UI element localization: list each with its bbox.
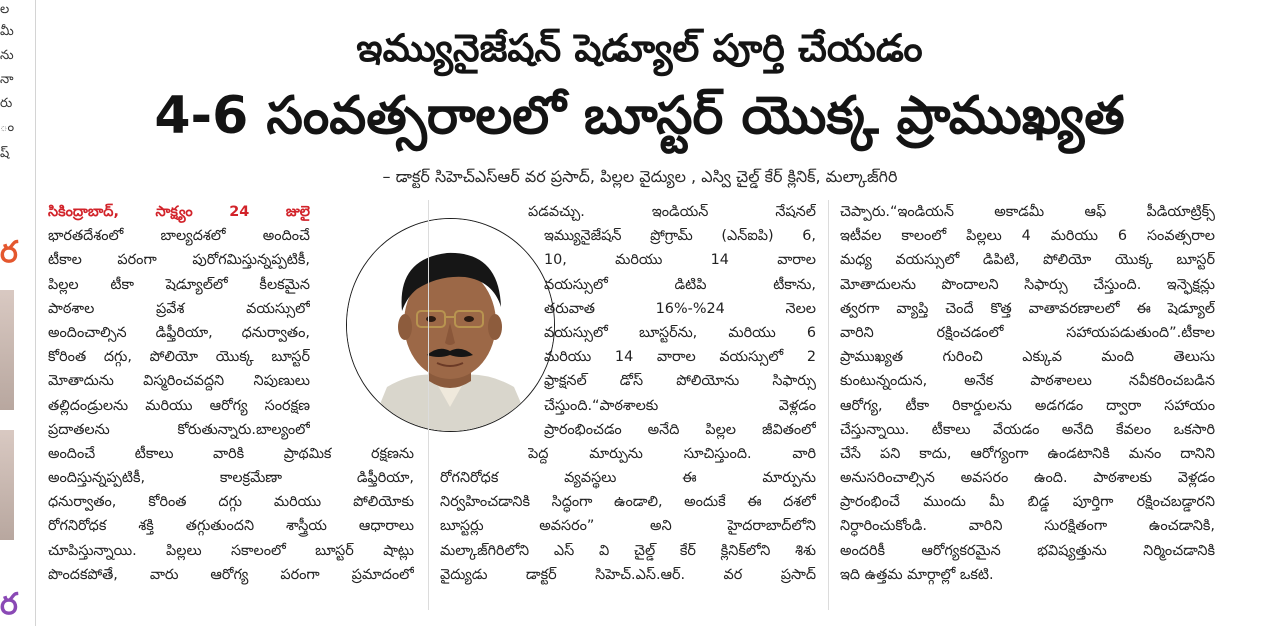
- neighbour-accent-glyph: ర: [0, 587, 18, 622]
- text-line: పిల్లల టీకా షెడ్యూల్‌లో కీలకమైన: [48, 276, 310, 293]
- text-line: ప్రారంభించే ముందు మీ బిడ్డ పూర్తిగా రక్షించబడ్డారని: [840, 494, 1215, 511]
- neighbour-snippet: ష్: [0, 146, 10, 161]
- column-divider: [428, 200, 429, 610]
- text-line: చేస్తుంది.“పాఠశాలకు వెళ్లడం: [544, 397, 816, 414]
- text-line: ధనుర్వాతం, కోరింత దగ్గు మరియు పోలియోకు: [48, 494, 414, 511]
- text-line: అందిస్తున్నప్పటికీ, కాలక్రమేణా డిఫ్తీరియా,: [48, 470, 414, 487]
- byline: – డాక్టర్ సిహెచ్ఎస్ఆర్ వర ప్రసాద్, పిల్లల వైద్యుల , ఎస్వి చైల్డ్ కేర్ క్లినిక్, మల్కాజ్‌గిరి: [382, 167, 898, 186]
- neighbour-snippet: రు: [0, 96, 13, 111]
- headline-kicker: ఇమ్యునైజేషన్ షెడ్యూల్ పూర్తి చేయడం: [356, 26, 923, 70]
- article-column-2: [440, 200, 816, 587]
- gutter-divider: [35, 0, 36, 626]
- text-line: వయస్సులో డిటిపి టీకాను,: [544, 276, 816, 293]
- text-line: రోగనిరోధక వ్యవస్థలు ఈ మార్పును: [440, 470, 816, 487]
- neighbour-photo: [0, 430, 14, 540]
- article-column-1: [48, 200, 414, 587]
- text-line: బూస్టర్లు అవసరం” అని హైదరాబాద్‌లోని: [440, 518, 816, 535]
- neighbour-snippet: నా: [0, 72, 14, 87]
- text-line: ప్రారంభించడం అనేది పిల్లల జీవితంలో: [544, 421, 816, 438]
- text-line: అందించే టీకాలు వారికి ప్రాథమిక రక్షణను: [48, 445, 414, 462]
- text-line: చెప్పారు.“ఇండియన్ అకాడమీ ఆఫ్ పీడియాట్రిక్స్: [840, 204, 1215, 220]
- text-line: అందించాల్సిన డిఫ్తీరియా, ధనుర్వాతం,: [48, 324, 310, 341]
- text-line: పెద్ద మార్పును సూచిస్తుంది. వారి: [528, 445, 816, 462]
- text-line: చేసే పని కాదు, ఆరోగ్యంగా ఉండటానికి మనం దానిని: [840, 445, 1215, 462]
- text-line: త్వరగా వ్యాప్తి చెందే కొత్త వాతావరణాలలో ఈ షెడ్యూల్: [840, 300, 1215, 317]
- text-line: రోగనిరోధక శక్తి తగ్గుతుందని శాస్త్రీయ ఆధారాలు: [48, 518, 414, 535]
- text-line: ఇమ్యునైజేషన్ ప్రోగ్రామ్ (ఎన్ఐపి) 6,: [544, 228, 816, 245]
- text-line: వయస్సులో బూస్టర్‌ను, మరియు 6: [544, 324, 816, 341]
- text-line: మోతాదులను పొందాలని సిఫార్సు చేస్తుంది. ఇన్ఫెక్షన్లు: [840, 276, 1215, 293]
- text-line: మధ్య వయస్సులో డిపిటి, పోలియో యొక్క బూస్టర్: [840, 252, 1215, 269]
- text-line: కోరింత దగ్గు, పోలియో యొక్క బూస్టర్: [48, 349, 310, 366]
- text-line: పడవచ్చు. ఇండియన్ నేషనల్: [528, 204, 816, 220]
- neighbouring-column: [0, 0, 26, 626]
- text-line: కుంటున్నందున, అనేక పాఠశాలలు నవీకరించబడిన: [840, 373, 1215, 390]
- neighbour-snippet: ల: [0, 2, 10, 17]
- text-line: మల్కాజ్‌గిరిలోని ఎస్ వి చైల్డ్ కేర్ క్లినిక్‌లోని శిశు: [440, 542, 816, 559]
- article-column-3: [840, 200, 1215, 587]
- neighbour-snippet: మీ: [0, 24, 14, 39]
- neighbour-snippet: ను: [0, 48, 14, 63]
- text-line: పాఠశాల ప్రవేశ వయస్సులో: [48, 300, 310, 317]
- text-line: మోతాదును విస్మరించవద్దని నిపుణులు: [48, 373, 310, 390]
- neighbour-accent-glyph: ర: [0, 235, 18, 270]
- neighbour-snippet: ం: [0, 120, 15, 135]
- text-line: ఇది ఉత్తమ మార్గాల్లో ఒకటి.: [840, 566, 994, 583]
- column-divider: [828, 200, 829, 610]
- text-line: మరియు 14 వారాల వయస్సులో 2: [544, 349, 816, 366]
- text-line: అనుసరించాల్సిన అవసరం ఉంది. పాఠశాలకు వెళ్లడం: [840, 470, 1215, 487]
- text-line: నిర్ధారించుకోండి. వారిని సురక్షితంగా ఉంచడానికి,: [840, 518, 1215, 535]
- neighbour-photo: [0, 290, 14, 410]
- text-line: భారతదేశంలో బాల్యదశలో అందించే: [48, 228, 310, 245]
- dateline: సికింద్రాబాద్, సాక్ష్యం 24 జులై: [48, 204, 310, 220]
- text-line: తల్లిదండ్రులను మరియు ఆరోగ్య సంరక్షణ: [48, 397, 310, 414]
- text-line: ఆరోగ్య, టీకా రికార్డులను అడగడం ద్వారా సహాయం: [840, 397, 1215, 414]
- headline-main: 4-6 సంవత్సరాలలో బూస్టర్ యొక్క ప్రాముఖ్యత: [154, 86, 1125, 146]
- text-line: ఇటీవల కాలంలో పిల్లలు 4 మరియు 6 సంవత్సరాల: [840, 228, 1215, 245]
- text-line: 10, మరియు 14 వారాల: [544, 252, 816, 269]
- text-line: తరువాత 16%-%24 నెలల: [544, 300, 816, 317]
- text-line: పొందకపోతే, వారు ఆరోగ్య పరంగా ప్రమాదంలో: [48, 566, 414, 583]
- text-line: ఫ్రాక్షనల్ డోస్ పోలియోను సిఫార్సు: [544, 373, 816, 390]
- text-line: వైద్యుడు డాక్టర్ సిహెచ్.ఎస్.ఆర్. వర ప్రసాద్: [440, 566, 816, 583]
- text-line: చూపిస్తున్నాయి. పిల్లలు సకాలంలో బూస్టర్ షాట్లు: [48, 542, 414, 559]
- text-line: ప్రదాతలను కోరుతున్నారు.బాల్యంలో: [48, 421, 310, 438]
- text-line: నిర్వహించడానికి సిద్ధంగా ఉండాలి, అందుకే ఈ దశలో: [440, 494, 816, 511]
- text-line: టీకాల పరంగా పురోగమిస్తున్నప్పటికీ,: [48, 252, 310, 269]
- text-line: చేస్తున్నాయి. టీకాలు వేయడం అనేది కేవలం ఒకసారి: [840, 421, 1215, 438]
- text-line: వారిని రక్షించడంలో సహాయపడుతుంది”.టీకాల: [840, 324, 1215, 341]
- text-line: అందరికీ ఆరోగ్యకరమైన భవిష్యత్తును నిర్మించడానికి: [840, 542, 1215, 559]
- text-line: ప్రాముఖ్యత గురించి ఎక్కువ మంది తెలుసు: [840, 349, 1215, 366]
